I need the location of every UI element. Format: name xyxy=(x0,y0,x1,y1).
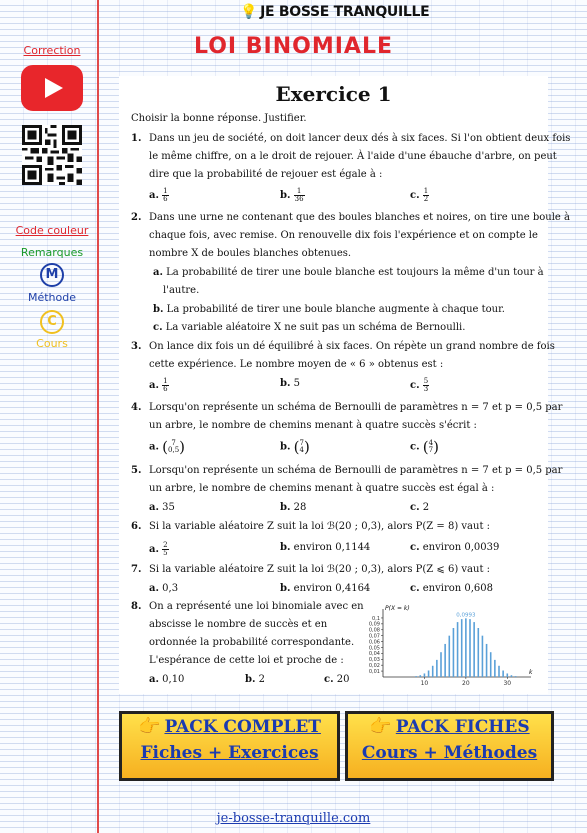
q1-number: 1. xyxy=(131,133,142,144)
q5-line: un arbre, le nombre de chemins menant à quatre succès est égal à : xyxy=(149,483,495,494)
pointing-hand-icon: 👉 xyxy=(369,716,392,737)
peak-annotation: 0,0993 xyxy=(456,612,476,619)
q8-line: abscisse le nombre de succès et en xyxy=(149,619,328,630)
q4-option-b[interactable]: b. ( 7 4 ) xyxy=(280,438,310,456)
q3-line: On lance dix fois un dé équilibré à six faces. On répète un grand nombre de fois xyxy=(149,341,555,352)
q3-option-c[interactable]: c. $\frac{5}{3}$ xyxy=(410,377,429,393)
lightbulb-icon: 💡 xyxy=(240,4,258,20)
code-couleur-label: Code couleur xyxy=(15,224,89,237)
q2-option-a-cont: l'autre. xyxy=(163,285,200,296)
pack-complet-button[interactable]: 👉 PACK COMPLET Fiches + Exercices xyxy=(119,711,340,781)
y-tick-label: 0,03 xyxy=(368,657,380,664)
q2-option-a[interactable]: a. La probabilité de tirer une boule blanche est toujours la même d'un tour à xyxy=(153,267,544,278)
q3-option-a[interactable]: a. $\frac{1}{6}$ xyxy=(149,377,168,393)
y-tick-label: 0,09 xyxy=(368,621,380,628)
q4-line: Lorsqu'on représente un schéma de Bernoulli de paramètres n = 7 et p = 0,5 par xyxy=(149,402,563,413)
q8-line: ordonnée la probabilité correspondante. xyxy=(149,637,355,648)
x-tick-label: 20 xyxy=(462,680,470,687)
q2-option-b[interactable]: b. La probabilité de tirer une boule blanche augmente à chaque tour. xyxy=(153,304,505,315)
q8-number: 8. xyxy=(131,601,142,612)
cours-label: Cours xyxy=(36,337,68,350)
y-tick-label: 0,1 xyxy=(372,615,380,622)
q4-option-a[interactable]: a. ( 7 0,5 ) xyxy=(149,438,186,456)
y-tick-label: 0,02 xyxy=(368,662,380,669)
q8-option-a[interactable]: a. 0,10 xyxy=(149,674,185,685)
binomial-chart xyxy=(358,603,536,687)
q2-option-c[interactable]: c. La variable aléatoire X ne suit pas un schéma de Bernoulli. xyxy=(153,322,466,333)
play-icon xyxy=(45,78,63,98)
y-tick-label: 0,04 xyxy=(368,651,380,658)
q7-option-c[interactable]: c. environ 0,608 xyxy=(410,583,494,594)
website-link[interactable]: je-bosse-tranquille.com xyxy=(216,811,371,826)
page-title: LOI BINOMIALE xyxy=(193,34,393,59)
q5-option-b[interactable]: b. 28 xyxy=(280,502,307,513)
q1-option-a[interactable]: a. $\frac{1}{6}$ xyxy=(149,187,168,203)
pack-fiches-button[interactable]: 👉 PACK FICHES Cours + Méthodes xyxy=(345,711,554,781)
q6-number: 6. xyxy=(131,521,142,532)
margin-line xyxy=(97,0,99,833)
cours-icon: C xyxy=(40,310,64,334)
q6-option-c[interactable]: c. environ 0,0039 xyxy=(410,542,500,553)
youtube-play-button[interactable] xyxy=(21,65,83,111)
q7-option-a[interactable]: a. 0,3 xyxy=(149,583,179,594)
methode-icon: M xyxy=(40,263,64,287)
q5-line: Lorsqu'on représente un schéma de Bernoulli de paramètres n = 7 et p = 0,5 par xyxy=(149,465,563,476)
instruction: Choisir la bonne réponse. Justifier. xyxy=(131,113,307,124)
q1-option-c[interactable]: c. $\frac{1}{2}$ xyxy=(410,187,429,203)
q6-line: Si la variable aléatoire Z suit la loi ℬ(20 ; 0,3), alors P(Z = 8) vaut : xyxy=(149,521,491,532)
qr-code[interactable] xyxy=(22,125,82,185)
x-tick-label: 10 xyxy=(420,680,429,687)
q2-line: nombre X de boules blanches obtenues. xyxy=(149,248,352,259)
q1-line: dire que la probabilité de rejouer est égale à : xyxy=(149,169,383,180)
q5-number: 5. xyxy=(131,465,142,476)
q3-number: 3. xyxy=(131,341,142,352)
q4-line: un arbre, le nombre de chemins menant à quatre succès s'écrit : xyxy=(149,420,477,431)
q1-line: le même chiffre, on a le droit de rejouer. À l'aide d'une ébauche d'arbre, on peut xyxy=(149,151,557,162)
y-tick-label: 0,07 xyxy=(368,633,380,640)
remarques-label: Remarques xyxy=(20,246,84,259)
q6-option-b[interactable]: b. environ 0,1144 xyxy=(280,542,371,553)
q2-number: 2. xyxy=(131,212,142,223)
q6-option-a[interactable]: a. $\frac{2}{5}$ xyxy=(149,541,168,557)
x-tick-label: 30 xyxy=(503,680,512,687)
q3-option-b[interactable]: b. 5 xyxy=(280,378,301,389)
q3-line: cette expérience. Le nombre moyen de « 6 » obtenus est : xyxy=(149,359,444,370)
q5-option-c[interactable]: c. 2 xyxy=(410,502,430,513)
exercise-title: Exercice 1 xyxy=(275,82,392,106)
x-axis-label: k xyxy=(529,669,533,676)
q8-option-b[interactable]: b. 2 xyxy=(245,674,266,685)
q1-line: Dans un jeu de société, on doit lancer deux dés à six faces. Si l'on obtient deux fois xyxy=(149,133,571,144)
q1-option-b[interactable]: b. $\frac{1}{36}$ xyxy=(280,187,304,203)
q7-line: Si la variable aléatoire Z suit la loi ℬ(20 ; 0,3), alors P(Z ⩽ 6) vaut : xyxy=(149,564,491,575)
correction-label: Correction xyxy=(23,44,81,57)
y-tick-label: 0,08 xyxy=(368,627,380,634)
y-tick-label: 0,06 xyxy=(368,639,380,646)
q4-option-c[interactable]: c. ( 4 7 ) xyxy=(410,438,439,456)
q7-number: 7. xyxy=(131,564,142,575)
y-tick-label: 0,05 xyxy=(368,645,380,652)
q7-option-b[interactable]: b. environ 0,4164 xyxy=(280,583,371,594)
q4-number: 4. xyxy=(131,402,142,413)
methode-label: Méthode xyxy=(27,291,77,304)
q2-line: Dans une urne ne contenant que des boules blanches et noires, on tire une boule à xyxy=(149,212,570,223)
q8-line: L'espérance de cette loi et proche de : xyxy=(149,655,344,666)
q2-line: chaque fois, avec remise. On renouvelle dix fois l'expérience et on compte le xyxy=(149,230,538,241)
y-tick-label: 0,01 xyxy=(368,668,380,675)
brand-name: JE BOSSE TRANQUILLE xyxy=(260,4,430,20)
brand-logo[interactable] xyxy=(240,4,429,20)
pointing-hand-icon: 👉 xyxy=(138,716,161,737)
q8-option-c[interactable]: c. 20 xyxy=(324,674,350,685)
q8-line: On a représenté une loi binomiale avec en xyxy=(149,601,364,612)
y-axis-label: P(X = k) xyxy=(385,605,410,612)
q5-option-a[interactable]: a. 35 xyxy=(149,502,175,513)
